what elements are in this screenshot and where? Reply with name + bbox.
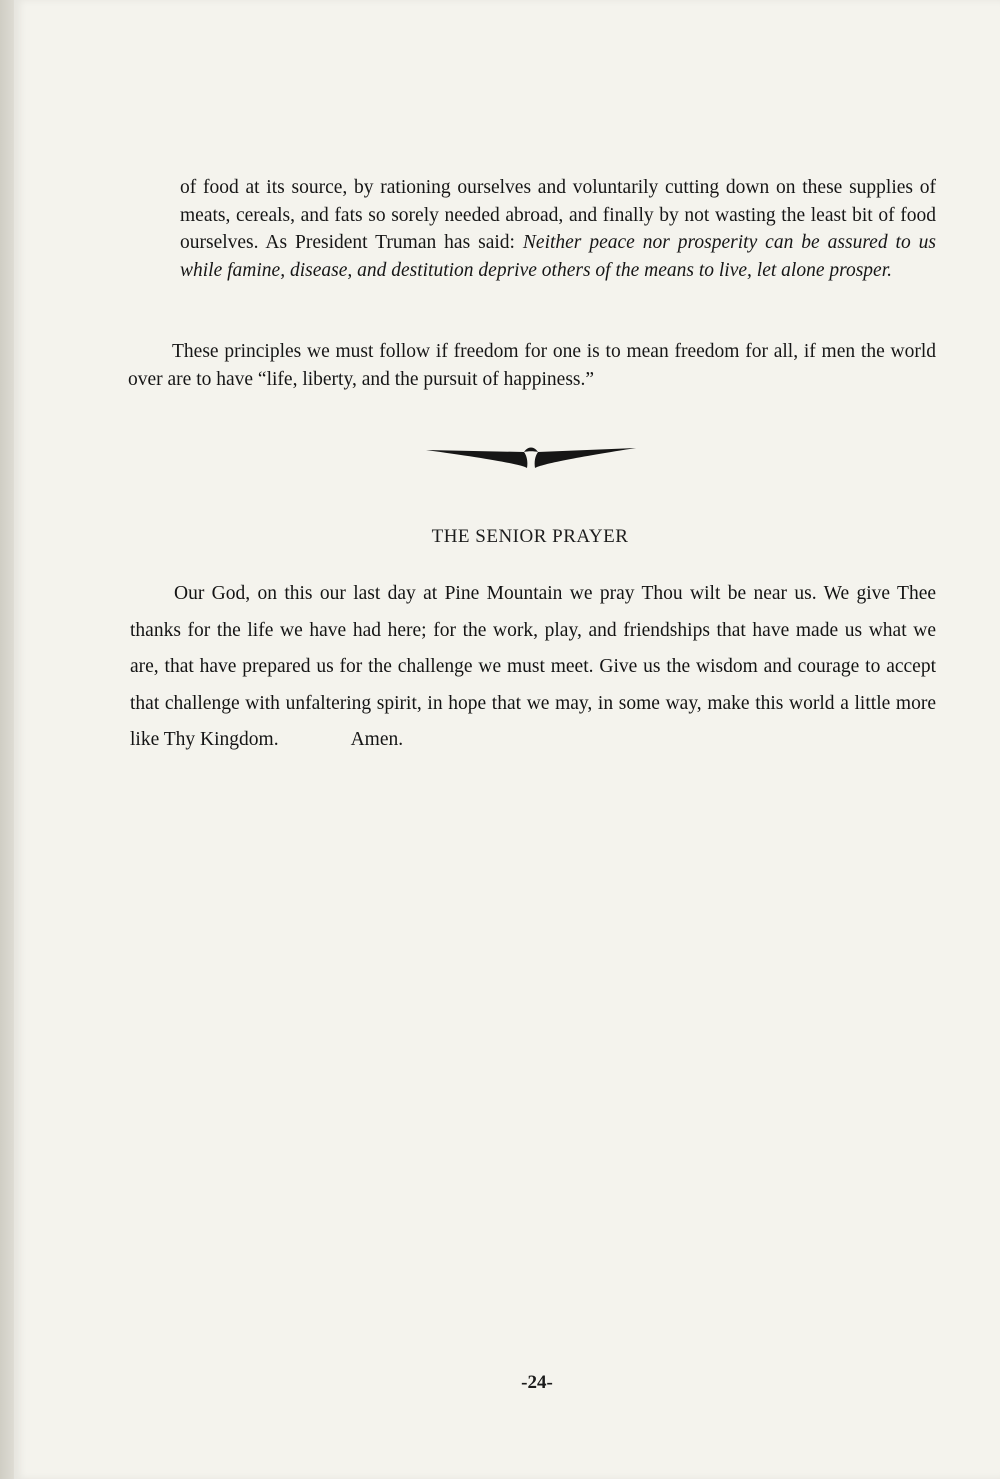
truman-quote: Neither peace nor prosperity can be assured to us while famine, disease, and destitution deprive others of the means to live, let alone prosper. <box>180 232 936 281</box>
page-number: -24- <box>521 1372 553 1393</box>
passage-intro-text: of food at its source, by rationing ourselves and voluntarily cutting down on these supplies of meats, cereals, and fats so sorely needed abroad, and finally by not wasting the least bit of food ourselves. As President Truman has said: <box>180 177 936 254</box>
page-edge <box>0 0 14 1479</box>
passage-closing-paragraph: These principles we must follow if freedom for one is to mean freedom for all, if men the world over are to have “life, liberty, and the pursuit of happiness.” <box>128 341 936 390</box>
prayer-body: Our God, on this our last day at Pine Mountain we pray Thou wilt be near us. We give Thee thanks for the life we have had here; for the work, play, and friendships that have made us what we are, that have prepared us for the challenge we must meet. Give us the wisdom and courage to accept that challenge with unfaltering spirit, in hope that we may, in some way, make this world a little more like Thy Kingdom. <box>130 583 936 751</box>
section-title: THE SENIOR PRAYER <box>431 526 629 547</box>
prayer-amen: Amen. <box>350 729 404 751</box>
winged-divider-icon <box>424 442 638 472</box>
prayer-paragraph <box>130 576 936 759</box>
passage-quote-paragraph <box>180 174 936 284</box>
